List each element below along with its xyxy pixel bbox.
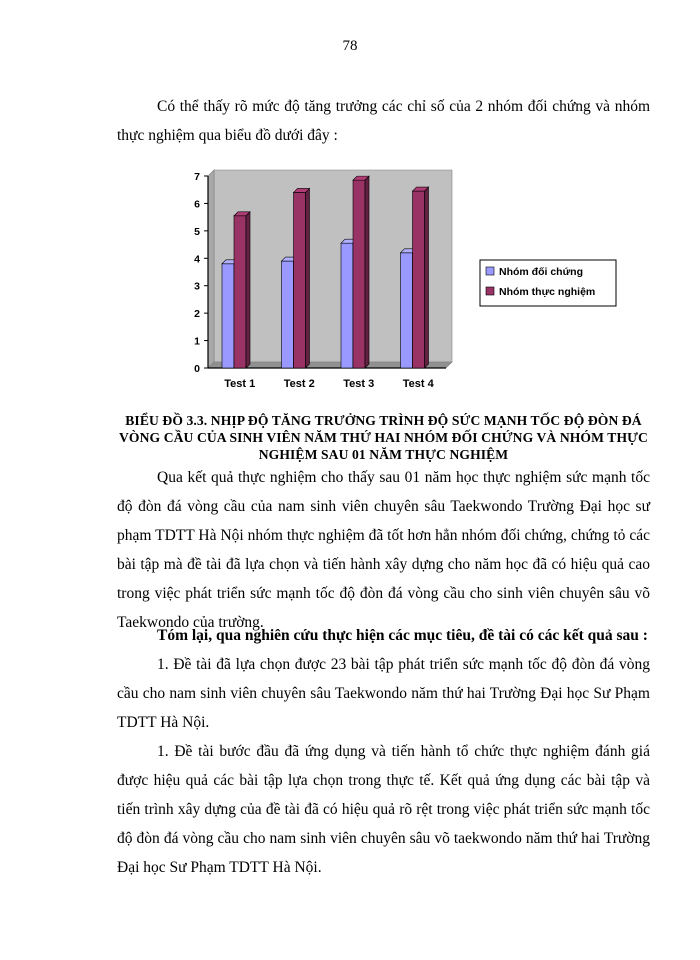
y-tick-label: 4 bbox=[194, 253, 200, 266]
bar-chart bbox=[182, 168, 632, 396]
bar-front bbox=[401, 253, 413, 368]
bar-front bbox=[282, 261, 294, 368]
summary-heading: Tóm lại, qua nghiên cứu thực hiện các mục tiêu, đề tài có các kết quả sau : bbox=[157, 627, 648, 644]
bar-front bbox=[222, 264, 234, 368]
chart-caption: BIỂU ĐỒ 3.3. NHỊP ĐỘ TĂNG TRƯỞNG TRÌNH ĐỘ SỨC MẠNH TỐC ĐỘ ĐÒN ĐÁ VÒNG CẦU CỦA SINH VIÊN NĂM THỨ HAI NHÓM ĐỐI CHỨNG VÀ NHÓM THỰC NGHIỆM SAU 01 NĂM THỰC NGHIỆM bbox=[119, 413, 648, 462]
bar-front bbox=[353, 180, 365, 368]
bar-front bbox=[294, 192, 306, 368]
bar-front bbox=[413, 191, 425, 368]
chart-legend bbox=[480, 260, 616, 306]
y-tick-label: 3 bbox=[194, 280, 200, 293]
page-number: 78 bbox=[342, 38, 358, 54]
bar-side bbox=[365, 176, 369, 368]
legend-label: Nhóm đối chứng bbox=[499, 266, 584, 278]
x-category-label: Test 1 bbox=[224, 378, 256, 390]
conclusion-item-1: 1. Đề tài đã lựa chọn được 23 bài tập phát triển sức mạnh tốc độ đòn đá vòng cầu cho nam sinh viên chuyên sâu Taekwondo năm thứ hai Trường Đại học Sư Phạm TDTT Hà Nội. bbox=[117, 656, 650, 731]
legend-swatch bbox=[486, 287, 494, 295]
bar-side bbox=[306, 188, 310, 368]
x-category-label: Test 2 bbox=[283, 378, 315, 390]
bar-front bbox=[341, 243, 353, 368]
bar-front bbox=[234, 216, 246, 368]
y-tick-label: 2 bbox=[194, 308, 200, 321]
y-tick-label: 5 bbox=[194, 225, 200, 238]
intro-paragraph: Có thể thấy rõ mức độ tăng trưởng các chỉ số của 2 nhóm đối chứng và nhóm thực nghiệm qua biểu đồ dưới đây : bbox=[117, 98, 650, 144]
result-paragraph: Qua kết quả thực nghiệm cho thấy sau 01 năm học thực nghiệm sức mạnh tốc độ đòn đá vòng cầu của nam sinh viên chuyên sâu Taekwondo Trường Đại học sư phạm TDTT Hà Nội nhóm thực nghiệm đã tốt hơn hẳn nhóm đối chứng, chứng tỏ các bài tập mà đề tài đã lựa chọn và tiến hành xây dựng cho năm học đã có hiệu quả cao trong việc phát triển sức mạnh tốc độ đòn đá vòng cầu cho sinh viên chuyên sâu võ Taekwondo của trường. bbox=[117, 469, 650, 631]
x-category-label: Test 3 bbox=[343, 378, 375, 390]
bar-side bbox=[246, 212, 250, 368]
y-tick-label: 7 bbox=[194, 171, 200, 183]
conclusion-item-2: 1. Đề tài bước đầu đã ứng dụng và tiến hành tổ chức thực nghiệm đánh giá được hiệu quả các bài tập lựa chọn trong thực tế. Kết quả ứng dụng các bài tập và tiến trình xây dựng của đề tài đã có hiệu quả rõ rệt trong việc phát triển sức mạnh tốc độ đòn đá vòng cầu cho nam sinh viên chuyên sâu võ taekwondo năm thứ hai Trường Đại học Sư Phạm TDTT Hà Nội. bbox=[117, 743, 650, 876]
y-tick-label: 0 bbox=[194, 363, 200, 375]
bar-side bbox=[425, 187, 429, 368]
x-category-label: Test 4 bbox=[402, 378, 434, 390]
chart-side-wall bbox=[208, 170, 214, 368]
legend-label: Nhóm thực nghiệm bbox=[499, 286, 596, 298]
y-tick-label: 1 bbox=[194, 335, 200, 348]
legend-swatch bbox=[486, 267, 494, 275]
y-tick-label: 6 bbox=[194, 198, 200, 211]
